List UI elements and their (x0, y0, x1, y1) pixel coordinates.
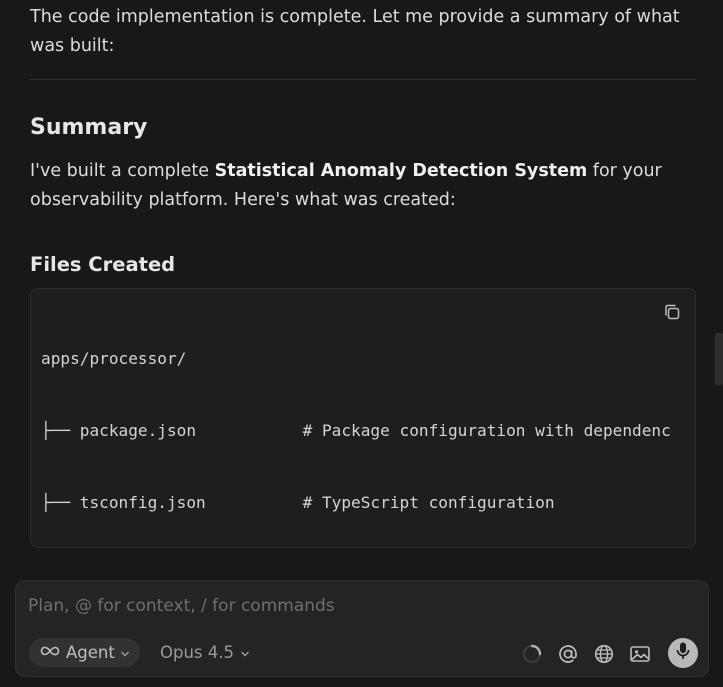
infinity-icon (39, 643, 61, 662)
code-lines (41, 299, 671, 548)
summary-text-suffix: for your observability platform. Here's what was created: (30, 161, 662, 210)
agent-mode-selector[interactable] (29, 638, 140, 667)
summary-text-bold: Statistical Anomaly Detection System (214, 161, 588, 181)
copy-icon[interactable] (663, 303, 681, 321)
scrollbar-thumb[interactable] (715, 333, 723, 385)
mic-icon (675, 641, 691, 665)
summary-heading: Summary (30, 115, 148, 140)
summary-text-prefix: I've built a complete (30, 161, 215, 181)
model-selector[interactable] (160, 638, 250, 667)
intro-text: The code implementation is complete. Let me provide a summary of what was built: (30, 7, 680, 56)
code-line: ├── package.json # Package configuration with dependenc (41, 421, 671, 440)
composer (15, 580, 709, 677)
summary-paragraph (30, 157, 696, 215)
image-icon[interactable] (629, 643, 651, 665)
chevron-down-icon (240, 643, 250, 662)
code-line: apps/processor/ (41, 349, 187, 368)
code-block (30, 288, 696, 548)
divider (30, 79, 696, 80)
chevron-down-icon (120, 643, 130, 662)
files-created-heading: Files Created (30, 253, 176, 276)
agent-label: Agent (66, 643, 115, 662)
model-label: Opus 4.5 (160, 643, 235, 662)
chat-input[interactable] (28, 591, 688, 621)
mic-button[interactable] (668, 638, 698, 668)
spinner-icon (521, 643, 543, 665)
at-icon[interactable] (557, 643, 579, 665)
code-line: ├── tsconfig.json # TypeScript configuration (41, 493, 555, 512)
assistant-message (30, 0, 696, 279)
globe-icon[interactable] (593, 643, 615, 665)
